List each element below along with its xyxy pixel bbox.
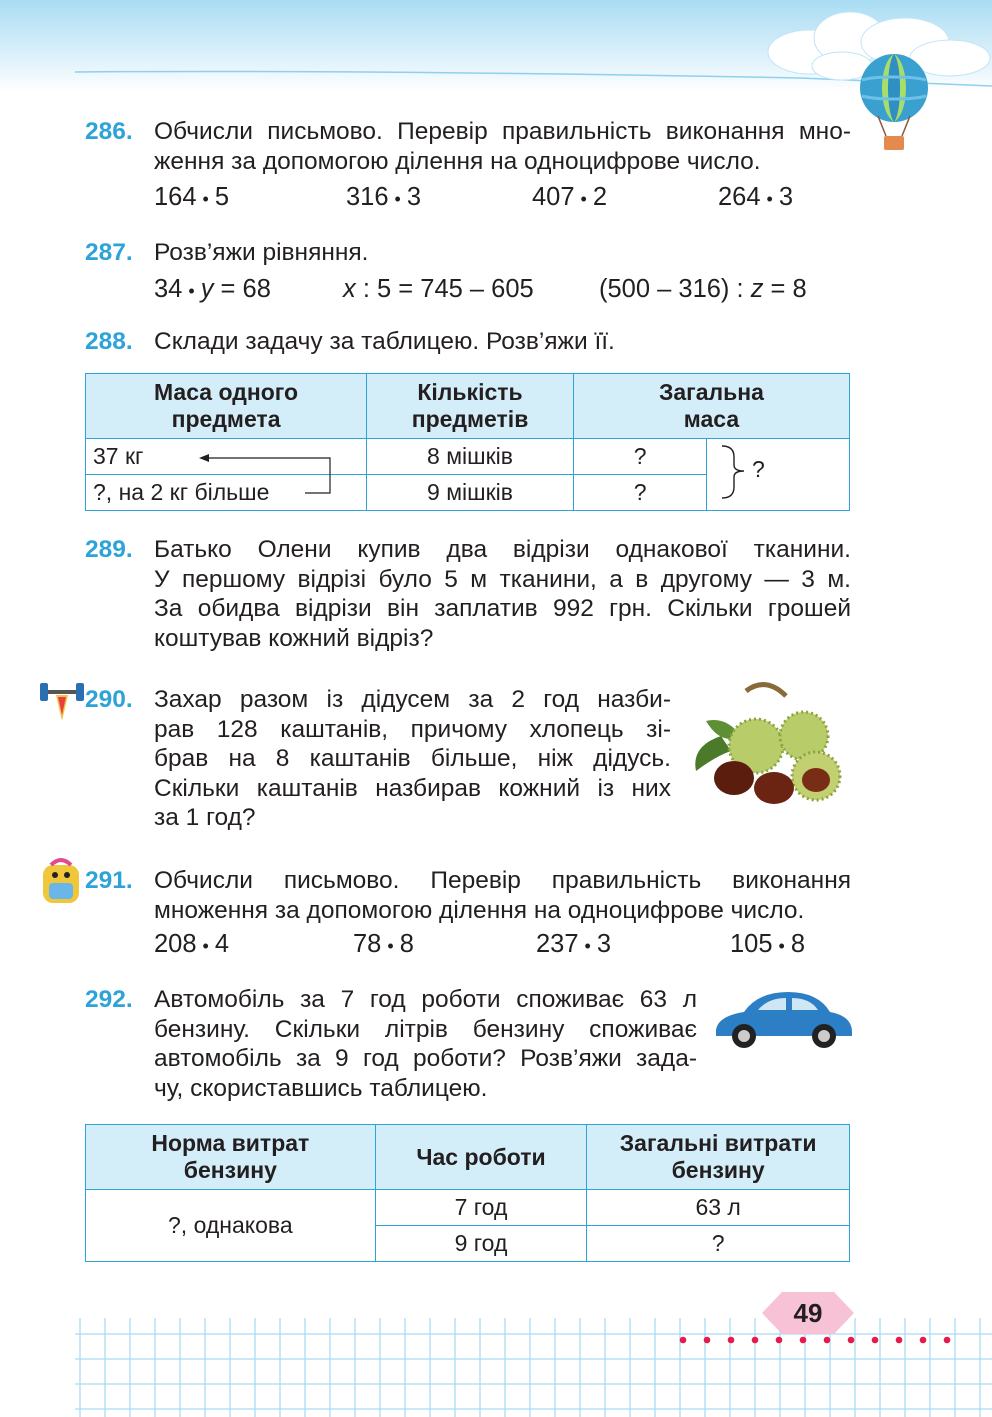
task-text: Обчисли письмово. Перевір правильність виконання мно- ження за допомогою ділення на одноцифрове число. [154, 118, 851, 175]
table-cell: ? [573, 475, 706, 511]
table-cell: ?, однакова [86, 1190, 376, 1262]
table-cell: 7 год [375, 1190, 587, 1226]
total-question: ? [752, 456, 765, 482]
column-header: Норма витрат бензину [86, 1125, 376, 1190]
task-number: 289. [85, 536, 133, 563]
task-number: 292. [85, 986, 133, 1013]
table-cell: ? [587, 1226, 850, 1262]
column-header: Час роботи [375, 1125, 587, 1190]
column-header: Кількість предметів [367, 374, 574, 439]
task-number: 286. [85, 118, 133, 145]
table-cell: 9 мішків [367, 475, 574, 511]
car-image [706, 988, 856, 1052]
column-header: Маса одного предмета [86, 374, 367, 439]
table-cell: 9 год [375, 1226, 587, 1262]
equation-2: х : 5 = 745 – 605 [343, 275, 534, 303]
column-header: Загальна маса [573, 374, 849, 439]
column-header: Загальні витрати бензину [587, 1125, 850, 1190]
task-number: 291. [85, 867, 133, 894]
task-number: 290. [85, 686, 133, 713]
task-text: Захар разом із дідусем за 2 год назби- рав 128 каштанів, причому хлопець зі- брав на 8 каштанів більше, ніж дідусь. Скільки каштанів назбирав кожний із них за 1 год? [154, 686, 671, 831]
task-text: Обчисли письмово. Перевір правильність виконання множення за допомогою ділення на одноцифрове число. [154, 867, 851, 924]
task-text: Склади задачу за таблицею. Розв’яжи її. [154, 328, 615, 355]
hot-air-balloon-icon [856, 52, 932, 152]
table-cell: 63 л [587, 1190, 850, 1226]
chestnuts-image [686, 676, 856, 806]
page-number: 49 [793, 1298, 823, 1328]
table-cell: 37 кг [86, 439, 367, 475]
table-cell: ? [573, 439, 706, 475]
backpack-icon [37, 857, 85, 905]
table-cell: ?, на 2 кг більше [86, 475, 367, 511]
task-number: 287. [85, 239, 133, 266]
table-292 [85, 1124, 850, 1262]
task-text: Розв’яжи рівняння. [154, 239, 369, 266]
task-number: 288. [85, 328, 133, 355]
dumbbell-icon [38, 675, 86, 725]
equation-3: (500 – 316) : z = 8 [599, 275, 807, 303]
table-cell: 8 мішків [367, 439, 574, 475]
task-text: Автомобіль за 7 год роботи споживає 63 л бензину. Скільки літрів бензину споживає автомобіль за 9 год роботи? Розв’яжи зада- чу, скориставшись таблицею. [154, 986, 697, 1102]
equation-1: 34 • у = 68 [154, 275, 271, 303]
page-number-badge [762, 1290, 854, 1336]
task-text: Батько Олени купив два відрізи однакової тканини. У першому відрізі було 5 м тканини, а в другому — 3 м. За обидва відрізи він заплатив 992 грн. Скільки грошей коштував кожний відріз? [154, 536, 851, 652]
arrow-icon [195, 448, 340, 498]
